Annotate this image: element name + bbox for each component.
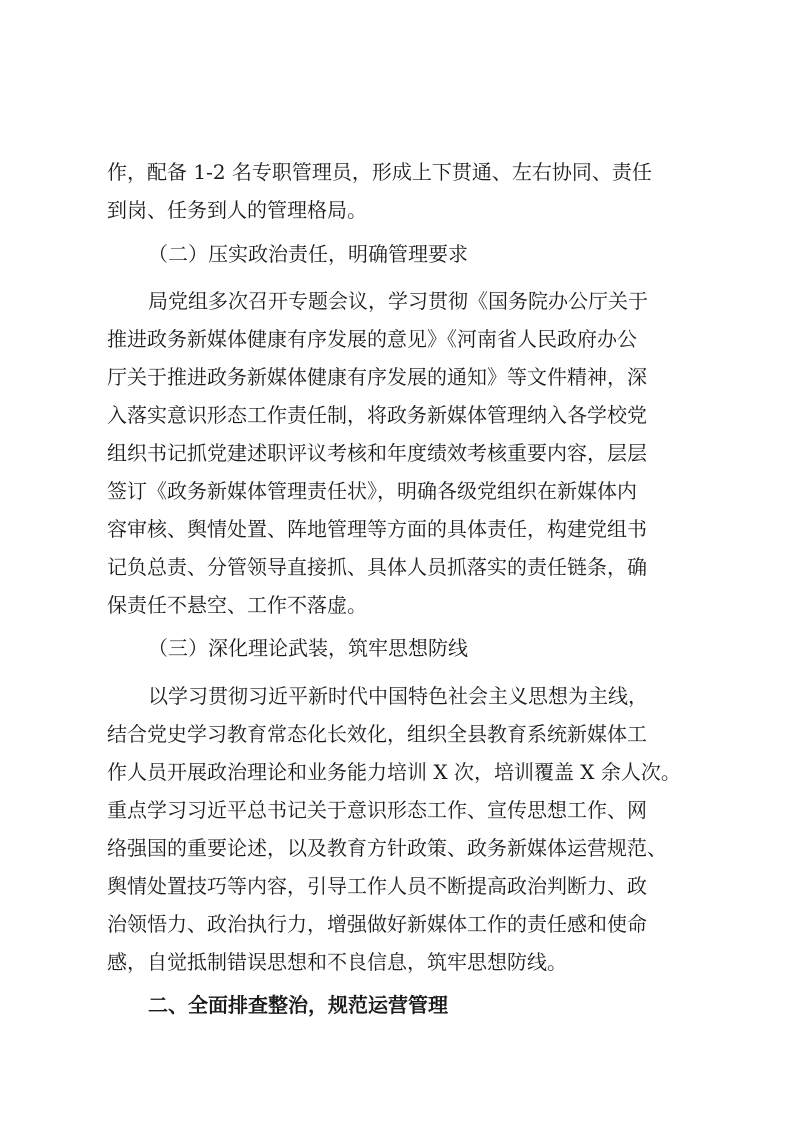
paragraph-line: 络强国的重要论述，以及教育方针政策、政务新媒体运营规范、 xyxy=(107,836,667,860)
paragraph-line: 保责任不悬空、工作不落虚。 xyxy=(107,593,367,617)
paragraph-line: 到岗、任务到人的管理格局。 xyxy=(107,198,367,222)
paragraph-line: 作，配备 1-2 名专职管理员，形成上下贯通、左右协同、责任 xyxy=(107,160,652,184)
paragraph-line: 组织书记抓党建述职评议考核和年度绩效考核重要内容，层层 xyxy=(107,441,647,465)
paragraph-line: 推进政务新媒体健康有序发展的意见》《河南省人民政府办公 xyxy=(107,327,637,351)
paragraph-line: 以学习贯彻习近平新时代中国特色社会主义思想为主线， xyxy=(148,684,648,708)
chapter-heading: 二、全面排查整治，规范运营管理 xyxy=(148,993,448,1017)
paragraph-line: 签订《政务新媒体管理责任状》，明确各级党组织在新媒体内 xyxy=(107,479,637,503)
paragraph-line: 舆情处置技巧等内容，引导工作人员不断提高政治判断力、政 xyxy=(107,874,647,898)
paragraph-line: 厅关于推进政务新媒体健康有序发展的通知》等文件精神，深 xyxy=(107,365,647,389)
paragraph-line: 重点学习习近平总书记关于意识形态工作、宣传思想工作、网 xyxy=(107,798,647,822)
paragraph-line: 作人员开展政治理论和业务能力培训 X 次，培训覆盖 X 余人次。 xyxy=(107,760,681,784)
paragraph-line: 记负总责、分管领导直接抓、具体人员抓落实的责任链条，确 xyxy=(107,555,647,579)
paragraph-line: 局党组多次召开专题会议，学习贯彻《国务院办公厅关于 xyxy=(148,289,648,313)
paragraph-line: 结合党史学习教育常态化长效化，组织全县教育系统新媒体工 xyxy=(107,722,647,746)
section-heading: （二）压实政治责任，明确管理要求 xyxy=(148,242,468,266)
paragraph-line: 感，自觉抵制错误思想和不良信息，筑牢思想防线。 xyxy=(107,950,567,974)
paragraph-line: 入落实意识形态工作责任制，将政务新媒体管理纳入各学校党 xyxy=(107,403,647,427)
paragraph-line: 治领悟力、政治执行力，增强做好新媒体工作的责任感和使命 xyxy=(107,912,647,936)
section-heading: （三）深化理论武装，筑牢思想防线 xyxy=(148,636,468,660)
paragraph-line: 容审核、舆情处置、阵地管理等方面的具体责任，构建党组书 xyxy=(107,517,647,541)
